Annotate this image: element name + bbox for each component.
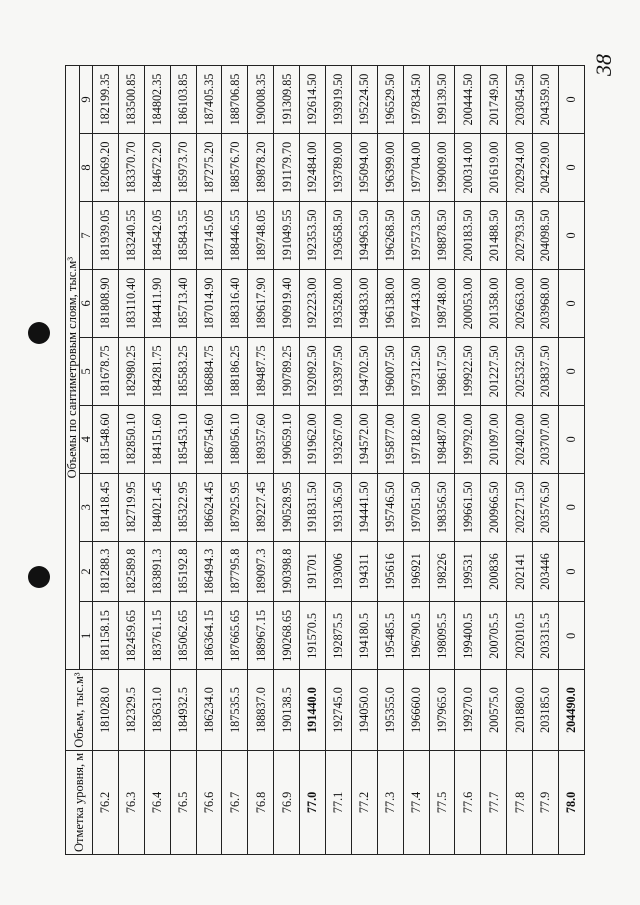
layer-volume-cell: 0 — [559, 269, 585, 337]
level-cell: 76.9 — [274, 750, 300, 854]
table-row — [170, 66, 196, 855]
level-cell: 77.4 — [403, 750, 429, 854]
layer-volume-cell: 201227.50 — [481, 337, 507, 405]
layer-volume-cell: 0 — [559, 602, 585, 670]
layer-volume-cell: 184281.75 — [144, 337, 170, 405]
layer-volume-cell: 187665.65 — [222, 602, 248, 670]
subheader-7: 7 — [79, 201, 93, 269]
layer-volume-cell: 197312.50 — [403, 337, 429, 405]
layer-volume-cell: 189617.90 — [248, 269, 274, 337]
layer-volume-cell: 204359.50 — [533, 66, 559, 134]
level-cell: 77.8 — [507, 750, 533, 854]
header-level: Отметка уровня, м — [66, 750, 93, 854]
layer-volume-cell: 199139.50 — [429, 66, 455, 134]
layer-volume-cell: 202924.00 — [507, 134, 533, 202]
layer-volume-cell: 189878.20 — [248, 134, 274, 202]
layer-volume-cell: 202010.5 — [507, 602, 533, 670]
layer-volume-cell: 193267.00 — [326, 405, 352, 473]
layer-volume-cell: 184151.60 — [144, 405, 170, 473]
punch-hole — [28, 322, 50, 344]
volume-cell: 192745.0 — [326, 670, 352, 750]
header-group: Объемы по сантиметровым слоям, тыс.м³ — [66, 66, 80, 670]
layer-volume-cell: 184672.20 — [144, 134, 170, 202]
level-cell: 77.0 — [300, 750, 326, 854]
layer-volume-cell: 193919.50 — [326, 66, 352, 134]
layer-volume-cell: 183891.3 — [144, 541, 170, 602]
table-row — [118, 66, 144, 855]
layer-volume-cell: 181678.75 — [93, 337, 119, 405]
table-row — [248, 66, 274, 855]
layer-volume-cell: 192092.50 — [300, 337, 326, 405]
volume-cell: 188837.0 — [248, 670, 274, 750]
volume-cell: 197965.0 — [429, 670, 455, 750]
layer-volume-cell: 201488.50 — [481, 201, 507, 269]
layer-volume-cell: 191570.5 — [300, 602, 326, 670]
volume-cell: 182329.5 — [118, 670, 144, 750]
layer-volume-cell: 196790.5 — [403, 602, 429, 670]
table-row — [507, 66, 533, 855]
layer-volume-cell: 186884.75 — [196, 337, 222, 405]
layer-volume-cell: 183240.55 — [118, 201, 144, 269]
layer-volume-cell: 187275.20 — [196, 134, 222, 202]
layer-volume-cell: 189227.45 — [248, 473, 274, 541]
layer-volume-cell: 190919.40 — [274, 269, 300, 337]
table-row — [93, 66, 119, 855]
layer-volume-cell: 192875.5 — [326, 602, 352, 670]
layer-volume-cell: 188446.55 — [222, 201, 248, 269]
table-row — [533, 66, 559, 855]
level-cell: 77.1 — [326, 750, 352, 854]
layer-volume-cell: 189748.05 — [248, 201, 274, 269]
layer-volume-cell: 181288.3 — [93, 541, 119, 602]
table-row — [559, 66, 585, 855]
layer-volume-cell: 198878.50 — [429, 201, 455, 269]
layer-volume-cell: 201749.50 — [481, 66, 507, 134]
layer-volume-cell: 186103.85 — [170, 66, 196, 134]
layer-volume-cell: 191831.50 — [300, 473, 326, 541]
layer-volume-cell: 203446 — [533, 541, 559, 602]
layer-volume-cell: 202141 — [507, 541, 533, 602]
layer-volume-cell: 199922.50 — [455, 337, 481, 405]
layer-volume-cell: 186494.3 — [196, 541, 222, 602]
layer-volume-cell: 198617.50 — [429, 337, 455, 405]
layer-volume-cell: 194833.00 — [351, 269, 377, 337]
layer-volume-cell: 190528.95 — [274, 473, 300, 541]
table-row — [326, 66, 352, 855]
layer-volume-cell: 192484.00 — [300, 134, 326, 202]
layer-volume-cell: 184802.35 — [144, 66, 170, 134]
level-cell: 78.0 — [559, 750, 585, 854]
layer-volume-cell: 181939.05 — [93, 201, 119, 269]
header-volume: Объем, тыс.м³ — [66, 670, 93, 750]
layer-volume-cell: 198226 — [429, 541, 455, 602]
level-cell: 77.5 — [429, 750, 455, 854]
volume-cell: 190138.5 — [274, 670, 300, 750]
layer-volume-cell: 0 — [559, 337, 585, 405]
layer-volume-cell: 186624.45 — [196, 473, 222, 541]
layer-volume-cell: 194180.5 — [351, 602, 377, 670]
layer-volume-cell: 193528.00 — [326, 269, 352, 337]
layer-volume-cell: 204229.00 — [533, 134, 559, 202]
layer-volume-cell: 200966.50 — [481, 473, 507, 541]
layer-volume-cell: 190008.35 — [248, 66, 274, 134]
layer-volume-cell: 200053.00 — [455, 269, 481, 337]
layer-volume-cell: 193397.50 — [326, 337, 352, 405]
layer-volume-cell: 185322.95 — [170, 473, 196, 541]
table-row — [222, 66, 248, 855]
layer-volume-cell: 202663.00 — [507, 269, 533, 337]
layer-volume-cell: 200836 — [481, 541, 507, 602]
layer-volume-cell: 182069.20 — [93, 134, 119, 202]
volume-cell: 196660.0 — [403, 670, 429, 750]
layer-volume-cell: 197704.00 — [403, 134, 429, 202]
layer-volume-cell: 189357.60 — [248, 405, 274, 473]
layer-volume-cell: 193136.50 — [326, 473, 352, 541]
layer-volume-cell: 199531 — [455, 541, 481, 602]
layer-volume-cell: 194311 — [351, 541, 377, 602]
layer-volume-cell: 192223.00 — [300, 269, 326, 337]
layer-volume-cell: 185843.55 — [170, 201, 196, 269]
layer-volume-cell: 189487.75 — [248, 337, 274, 405]
layer-volume-cell: 193789.00 — [326, 134, 352, 202]
layer-volume-cell: 192353.50 — [300, 201, 326, 269]
layer-volume-cell: 199792.00 — [455, 405, 481, 473]
layer-volume-cell: 203968.00 — [533, 269, 559, 337]
volume-cell: 201880.0 — [507, 670, 533, 750]
layer-volume-cell: 198748.00 — [429, 269, 455, 337]
layer-volume-cell: 196529.50 — [377, 66, 403, 134]
layer-volume-cell: 181158.15 — [93, 602, 119, 670]
layer-volume-cell: 203576.50 — [533, 473, 559, 541]
rotated-table-container — [65, 65, 585, 855]
layer-volume-cell: 190268.65 — [274, 602, 300, 670]
table-body — [93, 66, 585, 855]
level-cell: 76.8 — [248, 750, 274, 854]
volume-cell: 204490.0 — [559, 670, 585, 750]
layer-volume-cell: 185192.8 — [170, 541, 196, 602]
table-row — [196, 66, 222, 855]
layer-volume-cell: 200183.50 — [455, 201, 481, 269]
layer-volume-cell: 181808.90 — [93, 269, 119, 337]
level-cell: 76.2 — [93, 750, 119, 854]
layer-volume-cell: 191309.85 — [274, 66, 300, 134]
layer-volume-cell: 185973.70 — [170, 134, 196, 202]
layer-volume-cell: 194702.50 — [351, 337, 377, 405]
volume-cell: 194050.0 — [351, 670, 377, 750]
layer-volume-cell: 187145.05 — [196, 201, 222, 269]
level-cell: 76.3 — [118, 750, 144, 854]
level-cell: 77.2 — [351, 750, 377, 854]
subheader-5: 5 — [79, 337, 93, 405]
table-row — [403, 66, 429, 855]
level-cell: 76.6 — [196, 750, 222, 854]
layer-volume-cell: 193658.50 — [326, 201, 352, 269]
punch-hole — [28, 566, 50, 588]
layer-volume-cell: 190398.8 — [274, 541, 300, 602]
volume-cell: 200575.0 — [481, 670, 507, 750]
table-row — [429, 66, 455, 855]
subheader-6: 6 — [79, 269, 93, 337]
table-row — [274, 66, 300, 855]
layer-volume-cell: 196007.50 — [377, 337, 403, 405]
layer-volume-cell: 195877.00 — [377, 405, 403, 473]
layer-volume-cell: 195746.50 — [377, 473, 403, 541]
page-number: 38 — [591, 54, 616, 76]
layer-volume-cell: 201358.00 — [481, 269, 507, 337]
volume-cell: 184932.5 — [170, 670, 196, 750]
layer-volume-cell: 200314.00 — [455, 134, 481, 202]
layer-volume-cell: 187925.95 — [222, 473, 248, 541]
layer-volume-cell: 202271.50 — [507, 473, 533, 541]
volume-table-region — [65, 65, 585, 855]
layer-volume-cell: 197573.50 — [403, 201, 429, 269]
layer-volume-cell: 190789.25 — [274, 337, 300, 405]
layer-volume-cell: 191049.55 — [274, 201, 300, 269]
layer-volume-cell: 182199.35 — [93, 66, 119, 134]
layer-volume-cell: 198095.5 — [429, 602, 455, 670]
layer-volume-cell: 186364.15 — [196, 602, 222, 670]
layer-volume-cell: 184411.90 — [144, 269, 170, 337]
layer-volume-cell: 185062.65 — [170, 602, 196, 670]
layer-volume-cell: 188056.10 — [222, 405, 248, 473]
level-cell: 77.3 — [377, 750, 403, 854]
layer-volume-cell: 194963.50 — [351, 201, 377, 269]
layer-volume-cell: 195485.5 — [377, 602, 403, 670]
volume-cell: 199270.0 — [455, 670, 481, 750]
table-row — [144, 66, 170, 855]
layer-volume-cell: 203054.50 — [507, 66, 533, 134]
layer-volume-cell: 188706.85 — [222, 66, 248, 134]
table-row — [481, 66, 507, 855]
volume-cell: 187535.5 — [222, 670, 248, 750]
layer-volume-cell: 182459.65 — [118, 602, 144, 670]
layer-volume-cell: 183500.85 — [118, 66, 144, 134]
table-row — [455, 66, 481, 855]
layer-volume-cell: 184021.45 — [144, 473, 170, 541]
layer-volume-cell: 191179.70 — [274, 134, 300, 202]
layer-volume-cell: 195094.00 — [351, 134, 377, 202]
layer-volume-cell: 185453.10 — [170, 405, 196, 473]
layer-volume-cell: 201619.00 — [481, 134, 507, 202]
layer-volume-cell: 199009.00 — [429, 134, 455, 202]
layer-volume-cell: 200444.50 — [455, 66, 481, 134]
layer-volume-cell: 0 — [559, 201, 585, 269]
subheader-1: 1 — [79, 602, 93, 670]
layer-volume-cell: 182980.25 — [118, 337, 144, 405]
layer-volume-cell: 184542.05 — [144, 201, 170, 269]
volume-cell: 191440.0 — [300, 670, 326, 750]
layer-volume-cell: 187795.8 — [222, 541, 248, 602]
layer-volume-cell: 182719.95 — [118, 473, 144, 541]
volume-cell: 186234.0 — [196, 670, 222, 750]
layer-volume-cell: 198356.50 — [429, 473, 455, 541]
level-cell: 76.4 — [144, 750, 170, 854]
layer-volume-cell: 203315.5 — [533, 602, 559, 670]
layer-volume-cell: 197443.00 — [403, 269, 429, 337]
layer-volume-cell: 194441.50 — [351, 473, 377, 541]
layer-volume-cell: 194572.00 — [351, 405, 377, 473]
level-cell: 77.6 — [455, 750, 481, 854]
layer-volume-cell: 196268.50 — [377, 201, 403, 269]
layer-volume-cell: 198487.00 — [429, 405, 455, 473]
level-cell: 77.9 — [533, 750, 559, 854]
layer-volume-cell: 196138.00 — [377, 269, 403, 337]
layer-volume-cell: 188576.70 — [222, 134, 248, 202]
layer-volume-cell: 191701 — [300, 541, 326, 602]
volume-cell: 181028.0 — [93, 670, 119, 750]
layer-volume-cell: 187405.35 — [196, 66, 222, 134]
layer-volume-cell: 199661.50 — [455, 473, 481, 541]
layer-volume-cell: 0 — [559, 541, 585, 602]
table-row — [351, 66, 377, 855]
layer-volume-cell: 196921 — [403, 541, 429, 602]
layer-volume-cell: 181418.45 — [93, 473, 119, 541]
layer-volume-cell: 188316.40 — [222, 269, 248, 337]
layer-volume-cell: 199400.5 — [455, 602, 481, 670]
layer-volume-cell: 203837.50 — [533, 337, 559, 405]
layer-volume-cell: 203707.00 — [533, 405, 559, 473]
layer-volume-cell: 0 — [559, 134, 585, 202]
layer-volume-cell: 185713.40 — [170, 269, 196, 337]
layer-volume-cell: 183370.70 — [118, 134, 144, 202]
volume-cell: 203185.0 — [533, 670, 559, 750]
level-cell: 77.7 — [481, 750, 507, 854]
layer-volume-cell: 192614.50 — [300, 66, 326, 134]
subheader-2: 2 — [79, 541, 93, 602]
layer-volume-cell: 193006 — [326, 541, 352, 602]
layer-volume-cell: 186754.60 — [196, 405, 222, 473]
layer-volume-cell: 195224.50 — [351, 66, 377, 134]
layer-volume-cell: 0 — [559, 405, 585, 473]
layer-volume-cell: 197051.50 — [403, 473, 429, 541]
layer-volume-cell: 204098.50 — [533, 201, 559, 269]
layer-volume-cell: 191962.00 — [300, 405, 326, 473]
volume-cell: 195355.0 — [377, 670, 403, 750]
level-cell: 76.5 — [170, 750, 196, 854]
subheader-8: 8 — [79, 134, 93, 202]
layer-volume-cell: 202402.00 — [507, 405, 533, 473]
layer-volume-cell: 181548.60 — [93, 405, 119, 473]
table-row — [300, 66, 326, 855]
volume-cell: 183631.0 — [144, 670, 170, 750]
layer-volume-cell: 189097.3 — [248, 541, 274, 602]
table-row — [377, 66, 403, 855]
layer-volume-cell: 182589.8 — [118, 541, 144, 602]
level-cell: 76.7 — [222, 750, 248, 854]
layer-volume-cell: 190659.10 — [274, 405, 300, 473]
subheader-4: 4 — [79, 405, 93, 473]
layer-volume-cell: 195616 — [377, 541, 403, 602]
layer-volume-cell: 200705.5 — [481, 602, 507, 670]
layer-volume-cell: 182850.10 — [118, 405, 144, 473]
layer-volume-cell: 183110.40 — [118, 269, 144, 337]
layer-volume-cell: 201097.00 — [481, 405, 507, 473]
subheader-9: 9 — [79, 66, 93, 134]
layer-volume-cell: 202793.50 — [507, 201, 533, 269]
layer-volume-cell: 185583.25 — [170, 337, 196, 405]
layer-volume-cell: 197182.00 — [403, 405, 429, 473]
layer-volume-cell: 0 — [559, 66, 585, 134]
layer-volume-cell: 188967.15 — [248, 602, 274, 670]
subheader-3: 3 — [79, 473, 93, 541]
layer-volume-cell: 197834.50 — [403, 66, 429, 134]
layer-volume-cell: 202532.50 — [507, 337, 533, 405]
layer-volume-cell: 196399.00 — [377, 134, 403, 202]
layer-volume-cell: 183761.15 — [144, 602, 170, 670]
layer-volume-cell: 188186.25 — [222, 337, 248, 405]
layer-volume-cell: 0 — [559, 473, 585, 541]
layer-volume-cell: 187014.90 — [196, 269, 222, 337]
level-volume-table — [65, 65, 585, 855]
